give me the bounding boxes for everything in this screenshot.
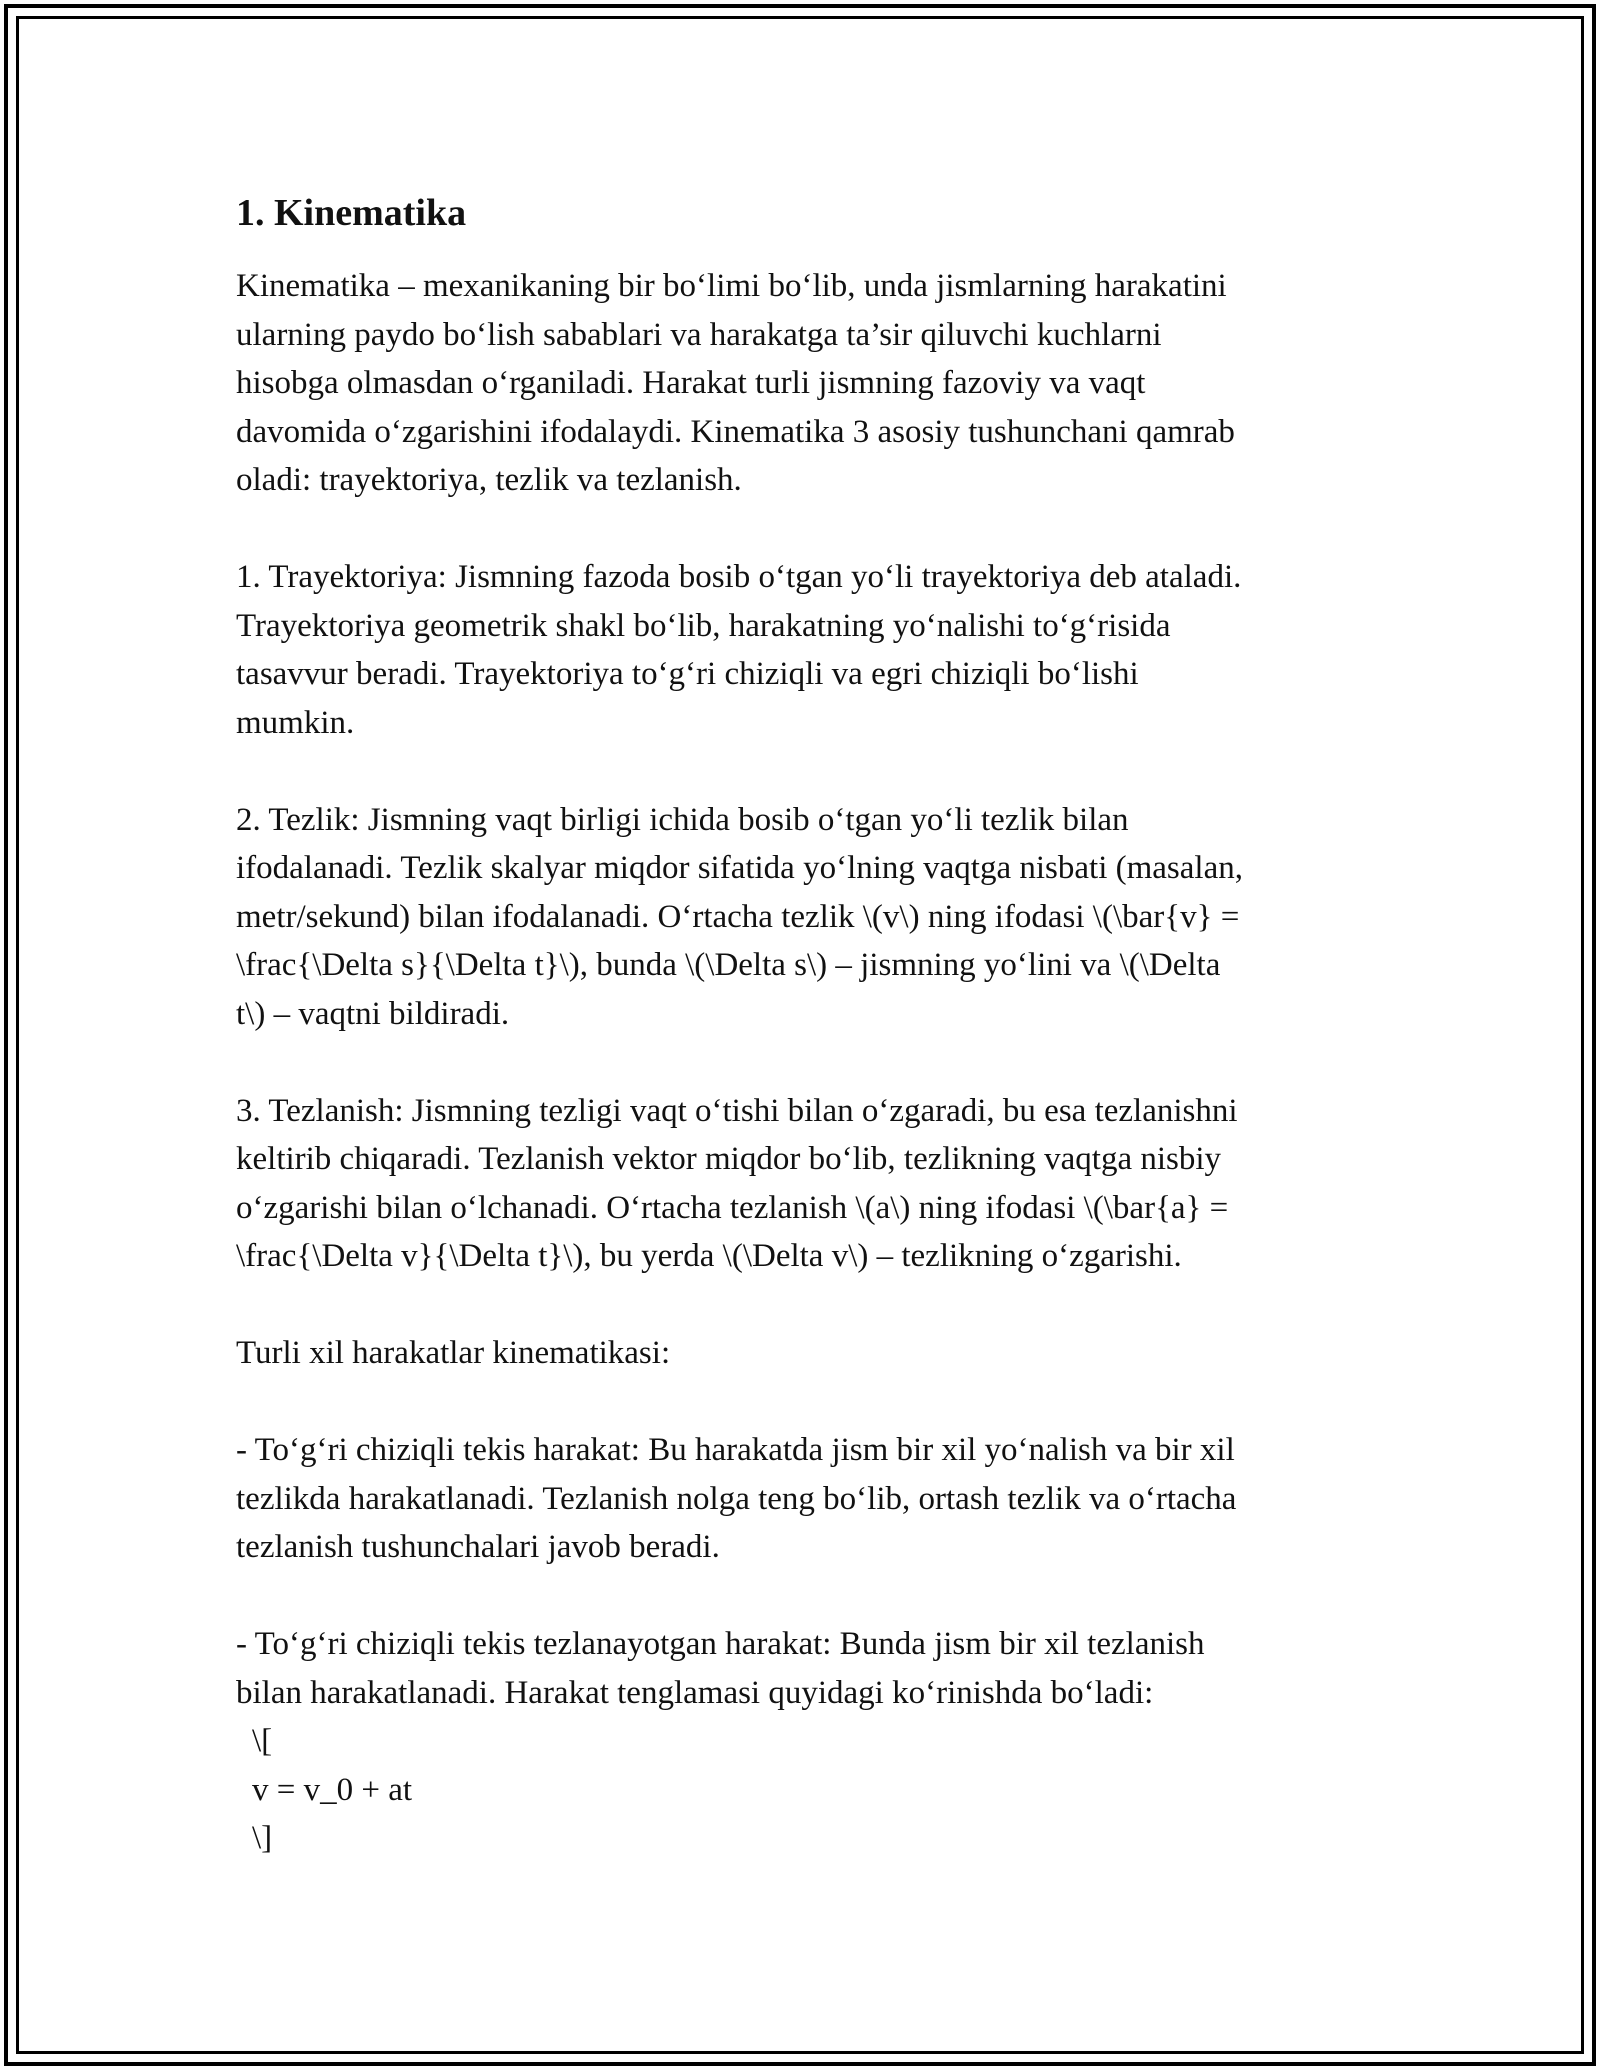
equation-open: \[ (252, 1723, 273, 1759)
motion-types-heading: Turli xil harakatlar kinematikasi: (236, 1335, 671, 1371)
trajectory-paragraph: 1. Trayektoriya: Jismning fazoda bosib o‘tgan yo‘li trayektoriya deb ataladi. Trayektoriya geometrik shakl bo‘lib, harakatning yo‘nalishi to‘g‘risida tasavvur beradi. Trayektoriya to‘g‘ri chiziqli va egri chiziqli bo‘lishi mumkin. (236, 559, 1242, 741)
equation-body: v = v_0 + at (252, 1771, 413, 1808)
paragraph-gap (236, 1378, 1386, 1427)
acceleration-paragraph: 3. Tezlanish: Jismning tezligi vaqt o‘tishi bilan o‘zgaradi, bu esa tezlanishni keltirib chiqaradi. Tezlanish vektor miqdor bo‘lib, tezlikning vaqtga nisbiy o‘zgarishi bilan o‘lchanadi. O‘rtacha tezlanish \(a\) ning ifodasi \(\bar{a} = \frac{\Delta v}{\Delta t}\), bu yerda \(\Delta v\) – tezlikning o‘zgarishi. (236, 1092, 1238, 1274)
equation-close: \] (252, 1820, 273, 1856)
section-title: 1. Kinematika (236, 192, 467, 234)
accelerated-motion-item: - To‘g‘ri chiziqli tekis tezlanayotgan harakat: Bunda jism bir xil tezlanish bilan harakatlanadi. Harakat tenglamasi quyidagi ko‘rinishda bo‘ladi: (236, 1626, 1205, 1711)
paragraph-gap (236, 1281, 1386, 1330)
paragraph-gap (236, 505, 1386, 554)
uniform-motion-item: - To‘g‘ri chiziqli tekis harakat: Bu harakatda jism bir xil yo‘nalish va bir xil tezlikda harakatlanadi. Tezlanish nolga teng bo‘lib, ortash tezlik va o‘rtacha tezlanish tushunchalari javob beradi. (236, 1432, 1237, 1565)
velocity-paragraph: 2. Tezlik: Jismning vaqt birligi ichida bosib o‘tgan yo‘li tezlik bilan ifodalanadi. Tezlik skalyar miqdor sifatida yo‘lning vaqtga nisbati (masalan, metr/sekund) bilan ifodalanadi. O‘rtacha tezlik \(v\) ning ifodasi \(\bar{v} = \frac{\Delta s}{\Delta t}\), bunda \(\Delta s\) – jismning yo‘lini va \(\Delta t\) – vaqtni bildiradi. (236, 801, 1243, 1032)
motion-equation (236, 1717, 1386, 1863)
document-body (236, 186, 1386, 1863)
paragraph-gap (236, 747, 1386, 796)
paragraph-gap (236, 1038, 1386, 1087)
paragraph-gap (236, 1572, 1386, 1621)
intro-paragraph: Kinematika – mexanikaning bir bo‘limi bo‘lib, unda jismlarning harakatini ularning paydo bo‘lish sabablari va harakatga ta’sir qiluvchi kuchlarni hisobga olmasdan o‘rganiladi. Harakat turli jismning fazoviy va vaqt davomida o‘zgarishini ifodalaydi. Kinematika 3 asosiy tushunchani qamrab oladi: trayektoriya, tezlik va tezlanish. (236, 268, 1235, 498)
